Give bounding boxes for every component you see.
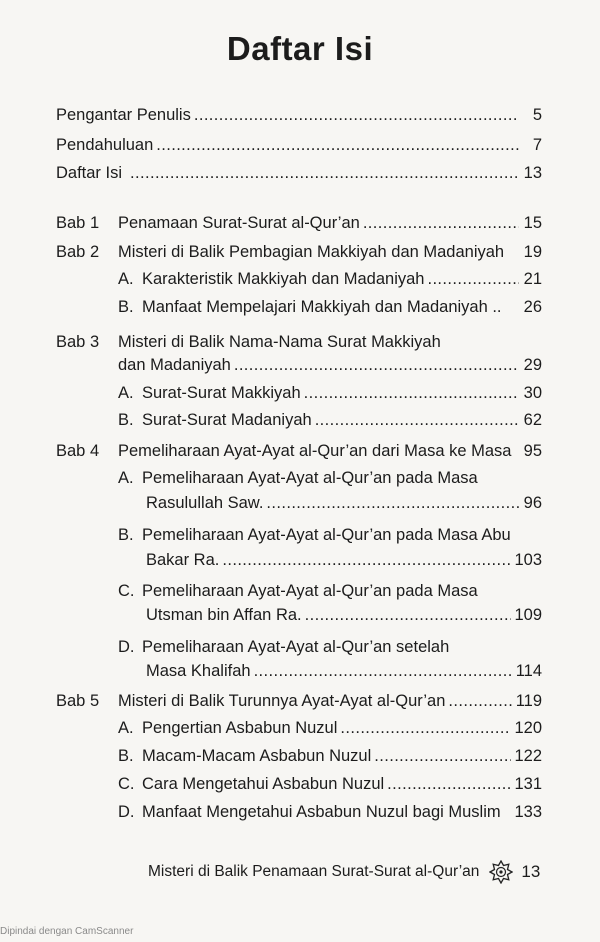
subsection-letter: C. [118, 775, 135, 793]
subsection-entry [118, 719, 542, 738]
chapter-entry [56, 333, 542, 352]
subsection-page: 131 [514, 775, 542, 793]
subsection-letter: C. [118, 582, 135, 600]
chapter-number: Bab 3 [56, 333, 100, 351]
subsection-letter: B. [118, 298, 134, 316]
leader-dots [340, 719, 511, 738]
subsection-entry-continued [146, 606, 542, 625]
leader-dots [222, 551, 511, 570]
leader-dots [130, 164, 519, 183]
chapter-page: 119 [515, 692, 542, 710]
subsection-letter: D. [118, 803, 135, 821]
chapter-title: Misteri di Balik Turunnya Ayat-Ayat al-Qur’an [118, 692, 446, 710]
subsection-title: Cara Mengetahui Asbabun Nuzul [142, 775, 385, 793]
chapter-entry [56, 243, 542, 262]
subsection-page: 114 [515, 662, 542, 680]
subsection-entry [118, 775, 542, 794]
leader-dots [363, 214, 519, 233]
subsection-letter: B. [118, 747, 134, 765]
chapter-number: Bab 4 [56, 442, 100, 460]
subsection-page: 30 [523, 384, 542, 402]
subsection-page: 96 [523, 494, 542, 512]
subsection-entry [118, 384, 542, 403]
chapter-number: Bab 5 [56, 692, 100, 710]
subsection-entry [118, 526, 542, 545]
chapter-page: 95 [523, 442, 542, 460]
entry-label: Daftar Isi [56, 164, 123, 182]
subsection-title: Manfaat Mempelajari Makkiyah dan Madaniyah .. [142, 298, 502, 316]
subsection-page: 122 [514, 747, 542, 765]
page-title: Daftar Isi [226, 30, 374, 67]
chapter-title-line2: dan Madaniyah [118, 356, 231, 374]
chapter-number: Bab 2 [56, 243, 100, 261]
subsection-entry [118, 270, 542, 289]
leader-dots [448, 692, 512, 711]
entry-page: 13 [523, 164, 542, 182]
entry-label: Pengantar Penulis [56, 106, 191, 124]
subsection-title: Surat-Surat Madaniyah [142, 411, 312, 429]
subsection-entry [118, 411, 542, 430]
running-footer-title: Misteri di Balik Penamaan Surat-Surat al-Qur’an [148, 863, 480, 880]
subsection-title: Manfaat Mengetahui Asbabun Nuzul bagi Muslim [142, 803, 501, 821]
subsection-entry-continued [146, 551, 542, 570]
subsection-title-line2: Rasulullah Saw. [146, 494, 264, 512]
subsection-letter: D. [118, 638, 135, 656]
subsection-letter: A. [118, 270, 134, 288]
chapter-title: Penamaan Surat-Surat al-Qur’an [118, 214, 360, 232]
subsection-title-line2: Masa Khalifah [146, 662, 251, 680]
subsection-title: Pengertian Asbabun Nuzul [142, 719, 338, 737]
page-footer [148, 860, 540, 884]
subsection-entry-continued [146, 494, 542, 513]
subsection-entry-continued [146, 662, 542, 681]
subsection-title: Surat-Surat Makkiyah [142, 384, 301, 402]
leader-dots [254, 662, 513, 681]
subsection-page: 109 [514, 606, 542, 624]
subsection-letter: A. [118, 469, 134, 487]
subsection-title-line2: Bakar Ra. [146, 551, 220, 569]
chapter-page: 15 [523, 214, 542, 232]
toc-entry [56, 136, 542, 155]
subsection-entry [118, 582, 542, 601]
chapter-page: 19 [523, 243, 542, 261]
subsection-title: Karakteristik Makkiyah dan Madaniyah [142, 270, 425, 288]
chapter-page: 29 [523, 356, 542, 374]
scanner-watermark: Dipindai dengan CamScanner [0, 926, 134, 937]
subsection-page: 133 [514, 803, 542, 821]
subsection-entry [118, 747, 542, 766]
chapter-entry-continued [118, 356, 542, 375]
chapter-number: Bab 1 [56, 214, 100, 232]
entry-label: Pendahuluan [56, 136, 154, 154]
leader-dots [266, 494, 519, 513]
subsection-entry [118, 469, 542, 488]
leader-dots [427, 270, 519, 289]
page-number: 13 [521, 862, 541, 881]
subsection-title-line1: Pemeliharaan Ayat-Ayat al-Qur’an pada Masa [142, 582, 478, 600]
leader-dots [194, 106, 519, 125]
subsection-entry [118, 803, 542, 822]
subsection-title-line2: Utsman bin Affan Ra. [146, 606, 302, 624]
subsection-title: Macam-Macam Asbabun Nuzul [142, 747, 372, 765]
leader-dots [305, 606, 512, 625]
leader-dots [234, 356, 519, 375]
subsection-page: 120 [514, 719, 542, 737]
subsection-letter: B. [118, 411, 134, 429]
chapter-entry [56, 692, 542, 711]
subsection-page: 62 [523, 411, 542, 429]
subsection-title-line1: Pemeliharaan Ayat-Ayat al-Qur’an setelah [142, 638, 450, 656]
ornament-icon [489, 860, 513, 884]
chapter-entry [56, 442, 542, 461]
leader-dots [315, 411, 519, 430]
leader-dots [387, 775, 511, 794]
subsection-page: 21 [523, 270, 542, 288]
entry-page: 5 [532, 106, 542, 124]
leader-dots [374, 747, 511, 766]
subsection-entry [118, 298, 542, 317]
chapter-title-line1: Misteri di Balik Nama-Nama Surat Makkiyah [118, 333, 441, 351]
subsection-letter: A. [118, 719, 134, 737]
chapter-title: Misteri di Balik Pembagian Makkiyah dan Madaniyah [118, 243, 505, 261]
chapter-title: Pemeliharaan Ayat-Ayat al-Qur’an dari Masa ke Masa [118, 442, 512, 460]
chapter-entry [56, 214, 542, 233]
leader-dots [156, 136, 519, 155]
leader-dots [304, 384, 519, 403]
subsection-letter: A. [118, 384, 134, 402]
subsection-page: 103 [514, 551, 542, 569]
toc-entry [56, 164, 542, 183]
subsection-letter: B. [118, 526, 134, 544]
subsection-page: 26 [523, 298, 542, 316]
toc-entry [56, 106, 542, 125]
subsection-title-line1: Pemeliharaan Ayat-Ayat al-Qur’an pada Masa Abu [142, 526, 511, 544]
entry-page: 7 [532, 136, 542, 154]
subsection-entry [118, 638, 542, 657]
subsection-title-line1: Pemeliharaan Ayat-Ayat al-Qur’an pada Masa [142, 469, 478, 487]
